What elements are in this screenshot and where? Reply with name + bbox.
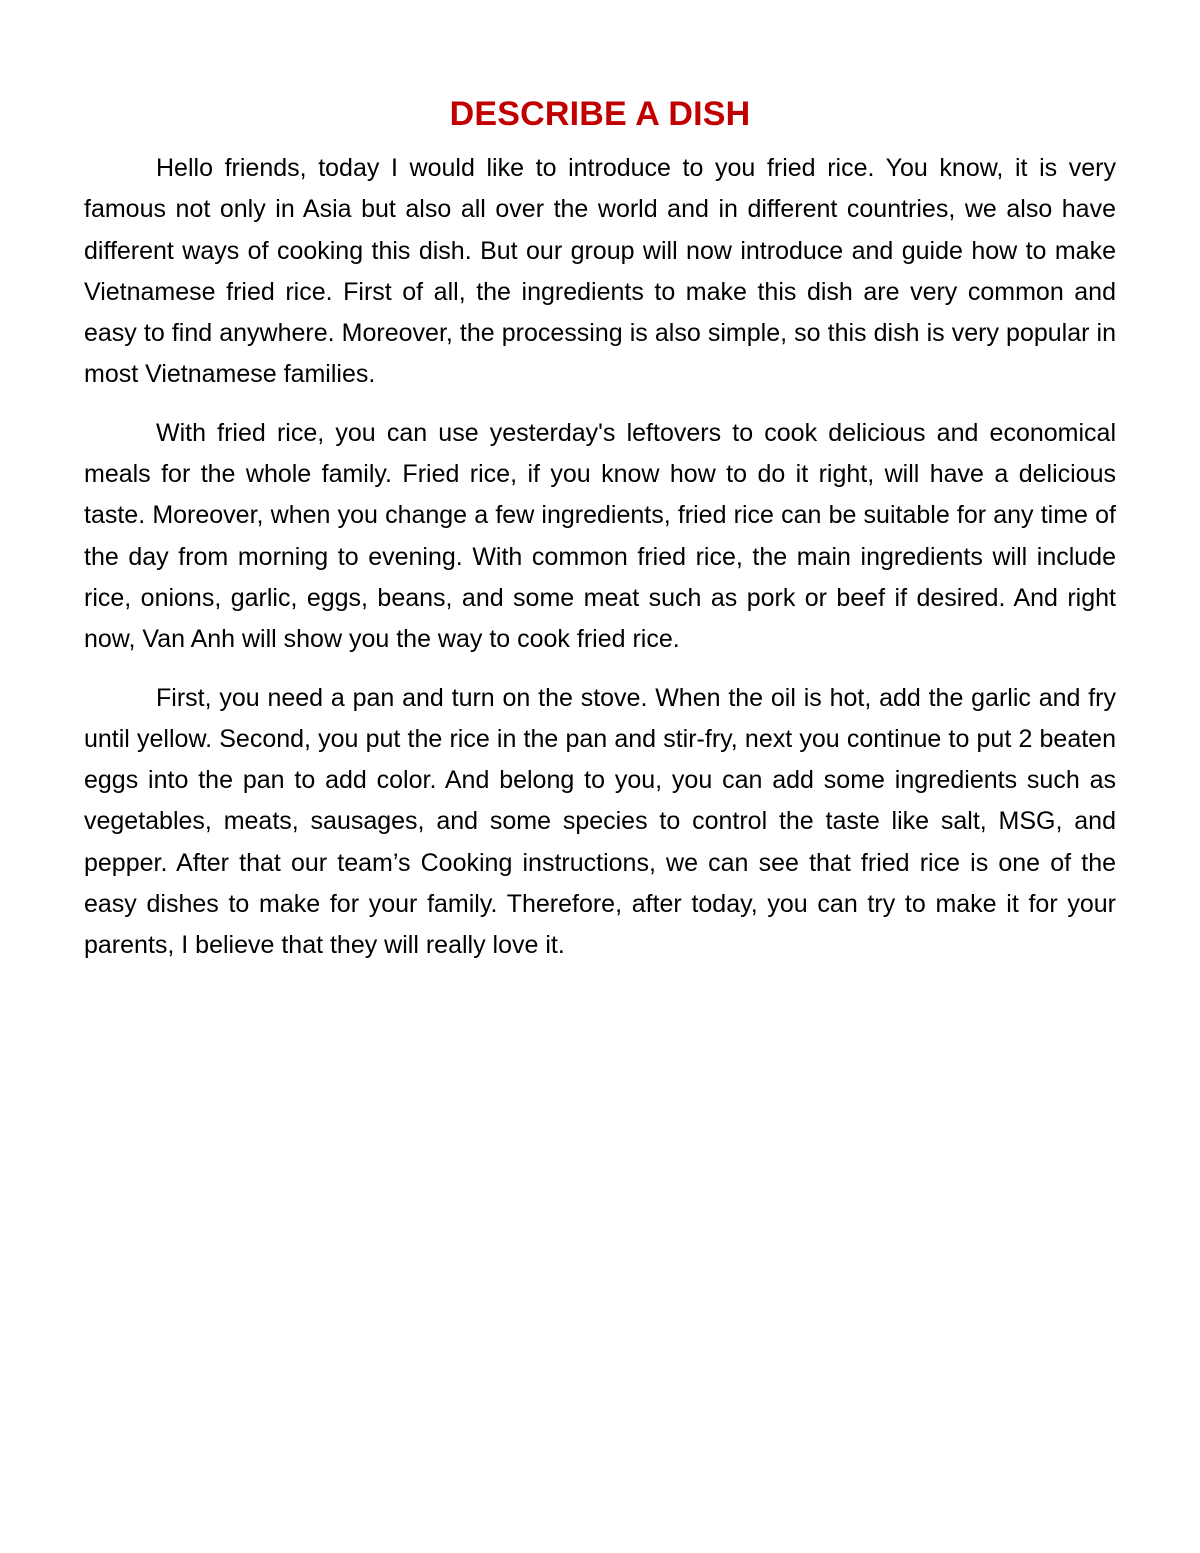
paragraph-ingredients: With fried rice, you can use yesterday's leftovers to cook delicious and economical meals for the whole family. Fried rice, if you know how to do it right, will have a delicious taste. Moreover, when you change a few ingredients, fried rice can be suitable for any time of the day from morning to evening. With common fried rice, the main ingredients will include rice, onions, garlic, eggs, beans, and some meat such as pork or beef if desired. And right now, Van Anh will show you the way to cook fried rice. [84,418,1116,654]
paragraph-instructions: First, you need a pan and turn on the stove. When the oil is hot, add the garlic and fry until yellow. Second, you put the rice in the pan and stir-fry, next you continue to put 2 beaten eggs into the pan to add color. And belong to you, you can add some ingredients such as vegetables, meats, sausages, and some species to control the taste like salt, MSG, and pepper. After that our team’s Cooking instructions, we can see that fried rice is one of the easy dishes to make for your family. Therefore, after today, you can try to make it for your parents, I believe that they will really love it. [84,683,1116,960]
document-title: DESCRIBE A DISH [449,95,751,133]
document-page [84,92,1116,984]
paragraph-intro: Hello friends, today I would like to introduce to you fried rice. You know, it is very famous not only in Asia but also all over the world and in different countries, we also have different ways of cooking this dish. But our group will now introduce and guide how to make Vietnamese fried rice. First of all, the ingredients to make this dish are very common and easy to find anywhere. Moreover, the processing is also simple, so this dish is very popular in most Vietnamese families. [84,154,1116,389]
